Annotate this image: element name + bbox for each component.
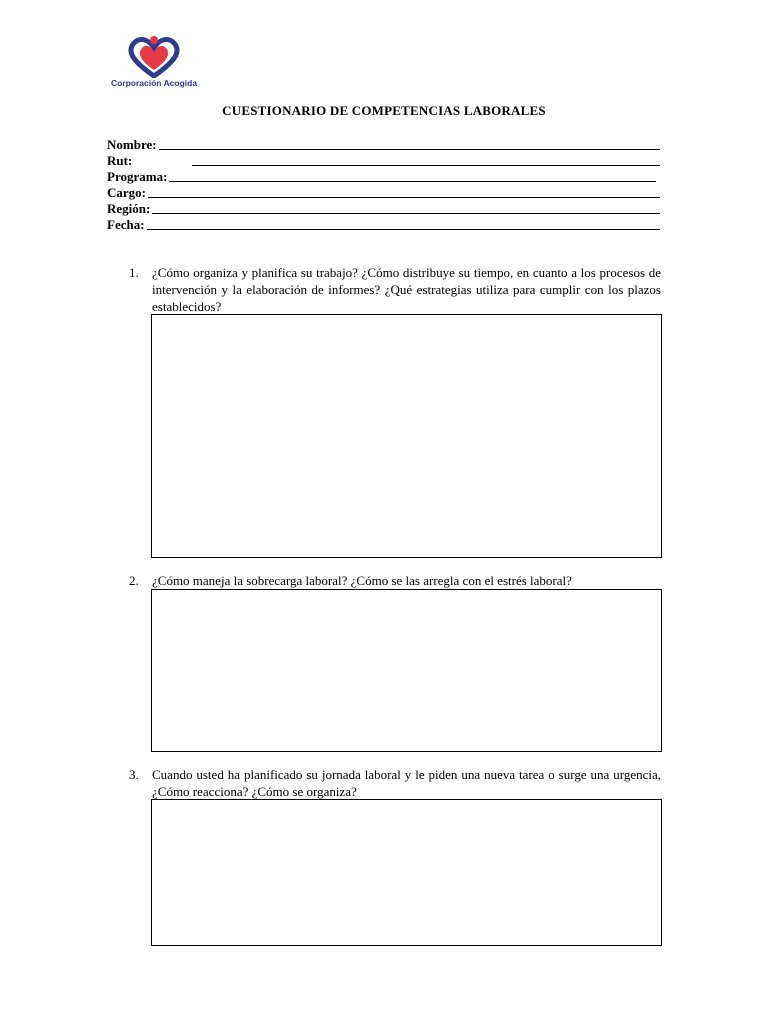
header-fields xyxy=(107,137,660,233)
field-label: Fecha: xyxy=(107,217,145,232)
field-input-line[interactable] xyxy=(169,181,656,182)
field-input-line[interactable] xyxy=(148,197,660,198)
question-text: Cuando usted ha planificado su jornada laboral y le piden una nueva tarea o surge una urgencia, ¿Cómo reacciona? ¿Cómo se organiza? xyxy=(152,767,661,799)
question-text: ¿Cómo organiza y planifica su trabajo? ¿Cómo distribuye su tiempo, en cuanto a los procesos de intervención y la elaboración de informes? ¿Qué estrategias utiliza para cumplir con los plazos establecidos? xyxy=(152,265,661,314)
org-name: Corporación Acogida xyxy=(110,78,198,88)
question-number: 2. xyxy=(129,573,139,588)
question-text: ¿Cómo maneja la sobrecarga laboral? ¿Cómo se las arregla con el estrés laboral? xyxy=(152,573,572,588)
answer-box-3[interactable] xyxy=(151,799,662,946)
field-programa xyxy=(107,169,660,185)
field-region xyxy=(107,201,660,217)
field-label: Rut: xyxy=(107,153,133,168)
org-logo xyxy=(104,34,204,94)
document-title: CUESTIONARIO DE COMPETENCIAS LABORALES xyxy=(222,103,546,118)
answer-box-2[interactable] xyxy=(151,589,662,752)
field-label: Región: xyxy=(107,201,151,216)
heart-hands-icon xyxy=(124,34,184,78)
field-input-line[interactable] xyxy=(147,229,660,230)
field-cargo xyxy=(107,185,660,201)
question-2 xyxy=(129,572,661,589)
field-input-line[interactable] xyxy=(152,213,660,214)
field-fecha xyxy=(107,217,660,233)
field-nombre xyxy=(107,137,660,153)
field-rut xyxy=(107,153,660,169)
field-input-line[interactable] xyxy=(159,149,660,150)
question-number: 3. xyxy=(129,767,139,782)
field-label: Cargo: xyxy=(107,185,146,200)
question-3 xyxy=(129,766,661,800)
question-number: 1. xyxy=(129,265,139,280)
question-1 xyxy=(129,264,661,315)
field-input-line[interactable] xyxy=(192,165,660,166)
field-label: Nombre: xyxy=(107,137,157,152)
field-label: Programa: xyxy=(107,169,168,184)
answer-box-1[interactable] xyxy=(151,314,662,558)
